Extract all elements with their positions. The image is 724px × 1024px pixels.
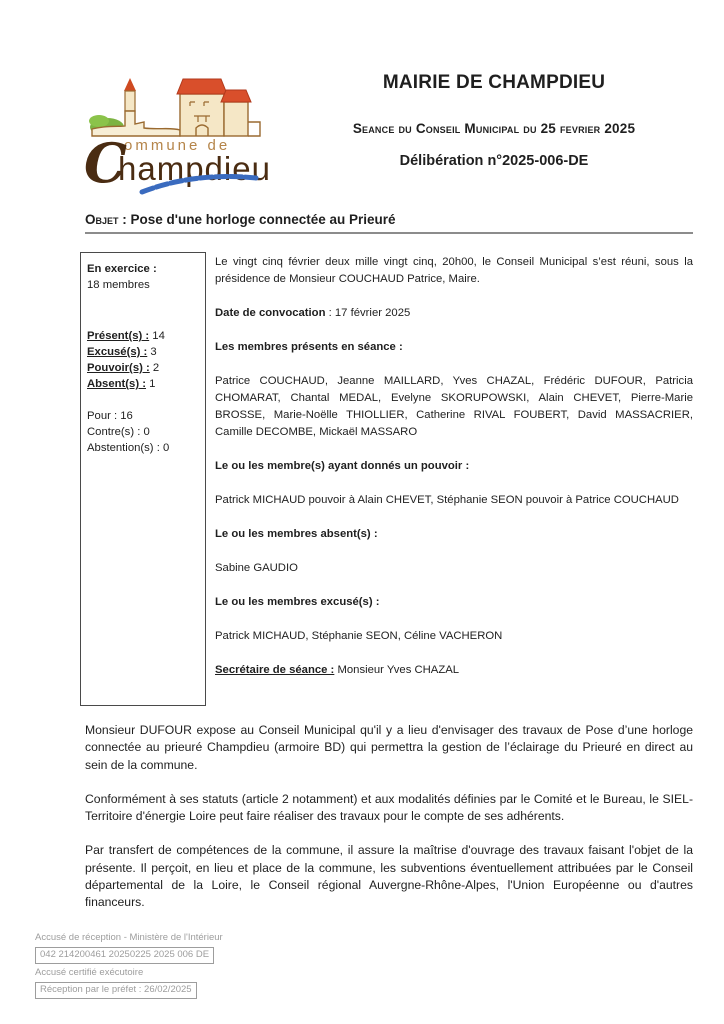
pouvoir-text: Patrick MICHAUD pouvoir à Alain CHEVET, Stéphanie SEON pouvoir à Patrice COUCHAUD	[215, 494, 679, 506]
page-title: MAIRIE DE CHAMPDIEU	[382, 72, 606, 93]
count-row	[87, 328, 199, 344]
absent-heading: Le ou les membres absent(s) :	[215, 528, 378, 540]
count-label: Présent(s) :	[87, 330, 150, 342]
convocation-label: Date de convocation	[215, 307, 326, 319]
opening-paragraph: Le vingt cinq février deux mille vingt cinq, 20h00, le Conseil Municipal s’est réuni, sous la présidence de Monsieur COUCHAUD Patrice, Maire.	[215, 256, 693, 285]
logo-commune-text: ommune de	[124, 137, 231, 154]
count-value: 1	[149, 378, 156, 390]
presents-list: Patrice COUCHAUD, Jeanne MAILLARD, Yves CHAZAL, Frédéric DUFOUR, Patricia CHOMARAT, Chantal MEDAL, Evelyne SKORUPOWSKI, Alain CHEVET, Pierre-Marie BROSSE, Marie-Noëlle THIOLLIER, Catherine RIVAL FOUBERT, David MASSACRIER, Camille DECOMBE, Mickaël MASSARO	[215, 375, 693, 438]
count-value: 2	[152, 362, 160, 374]
secretaire-value: Monsieur Yves CHAZAL	[334, 664, 460, 676]
prefecture-stamps	[35, 929, 223, 999]
count-label: Excusé(s) :	[87, 346, 148, 358]
body-paragraph: Monsieur DUFOUR expose au Conseil Municipal qu'il y a lieu d'envisager des travaux de Pose d’une horloge connectée au prieuré Champdieu (armoire BD) qui permettra la gestion de l’éclairage du Prieuré en direct au sein de la commune.	[85, 723, 693, 772]
session-subtitle: Seance du Conseil Municipal du 25 fevrier 2025	[352, 121, 636, 136]
stamp-reference-box: 042 214200461 20250225 2025 006 DE	[35, 947, 214, 964]
deliberation-number: Délibération n°2025-006-DE	[399, 153, 589, 169]
logo-initial-text: C	[84, 131, 127, 195]
convocation-line	[215, 305, 693, 322]
absent-text: Sabine GAUDIO	[215, 562, 298, 574]
count-row	[87, 376, 199, 392]
body-paragraph: Par transfert de compétences de la commune, il assure la maîtrise d'ouvrage des travaux faisant l'objet de la présente. Il perçoit, en lieu et place de la commune, les subventions éventuellement attribuées par le Conseil départemental de la Loire, le Conseil régional Auvergne-Rhône-Alpes, l'Union Européenne ou d'autres financeurs.	[85, 843, 693, 910]
champdieu-logo	[82, 64, 272, 200]
presents-heading: Les membres présents en séance :	[215, 341, 403, 353]
logo-right-tower-icon	[221, 90, 260, 136]
secretaire-label: Secrétaire de séance :	[215, 664, 335, 676]
objet-label: Objet :	[85, 212, 127, 227]
count-label: Absent(s) :	[87, 378, 146, 390]
count-label: Pouvoir(s) :	[87, 362, 150, 374]
pouvoir-heading: Le ou les membre(s) ayant donnés un pouvoir :	[215, 460, 470, 472]
vote-row: Contre(s) : 0	[87, 426, 150, 438]
vote-row: Pour : 16	[87, 410, 133, 422]
logo-champdieu-text: hampdieu	[118, 150, 271, 187]
vote-row: Abstention(s) : 0	[87, 442, 170, 454]
deliberation-body	[85, 722, 693, 929]
convocation-value: : 17 février 2025	[325, 307, 411, 319]
logo-church-tower-icon	[124, 78, 136, 111]
secretaire-line	[215, 662, 693, 679]
count-row	[87, 344, 199, 360]
stamp-caption: Accusé certifié exécutoire	[35, 967, 144, 978]
logo-main-building-icon	[177, 79, 227, 136]
attendance-box	[80, 252, 206, 706]
en-exercice-label: En exercice :	[87, 263, 157, 275]
en-exercice-value: 18 membres	[87, 279, 150, 291]
objet-line	[85, 212, 693, 234]
count-value: 3	[150, 346, 157, 358]
session-details	[215, 254, 693, 696]
stamp-reception-box: Réception par le préfet : 26/02/2025	[35, 982, 197, 999]
document-header	[295, 72, 693, 169]
objet-text: Pose d'une horloge connectée au Prieuré	[126, 212, 396, 227]
body-paragraph: Conformément à ses statuts (article 2 notamment) et aux modalités définies par le Comité et le Bureau, le SIEL-Territoire d'énergie Loire peut faire réaliser des travaux pour le compte de ses adhérents.	[85, 791, 693, 824]
excuse-heading: Le ou les membres excusé(s) :	[215, 596, 380, 608]
count-row	[87, 360, 199, 376]
stamp-caption: Accusé de réception - Ministère de l'Intérieur	[35, 932, 223, 943]
count-value: 14	[152, 330, 165, 342]
excuse-text: Patrick MICHAUD, Stéphanie SEON, Céline VACHERON	[215, 630, 503, 642]
